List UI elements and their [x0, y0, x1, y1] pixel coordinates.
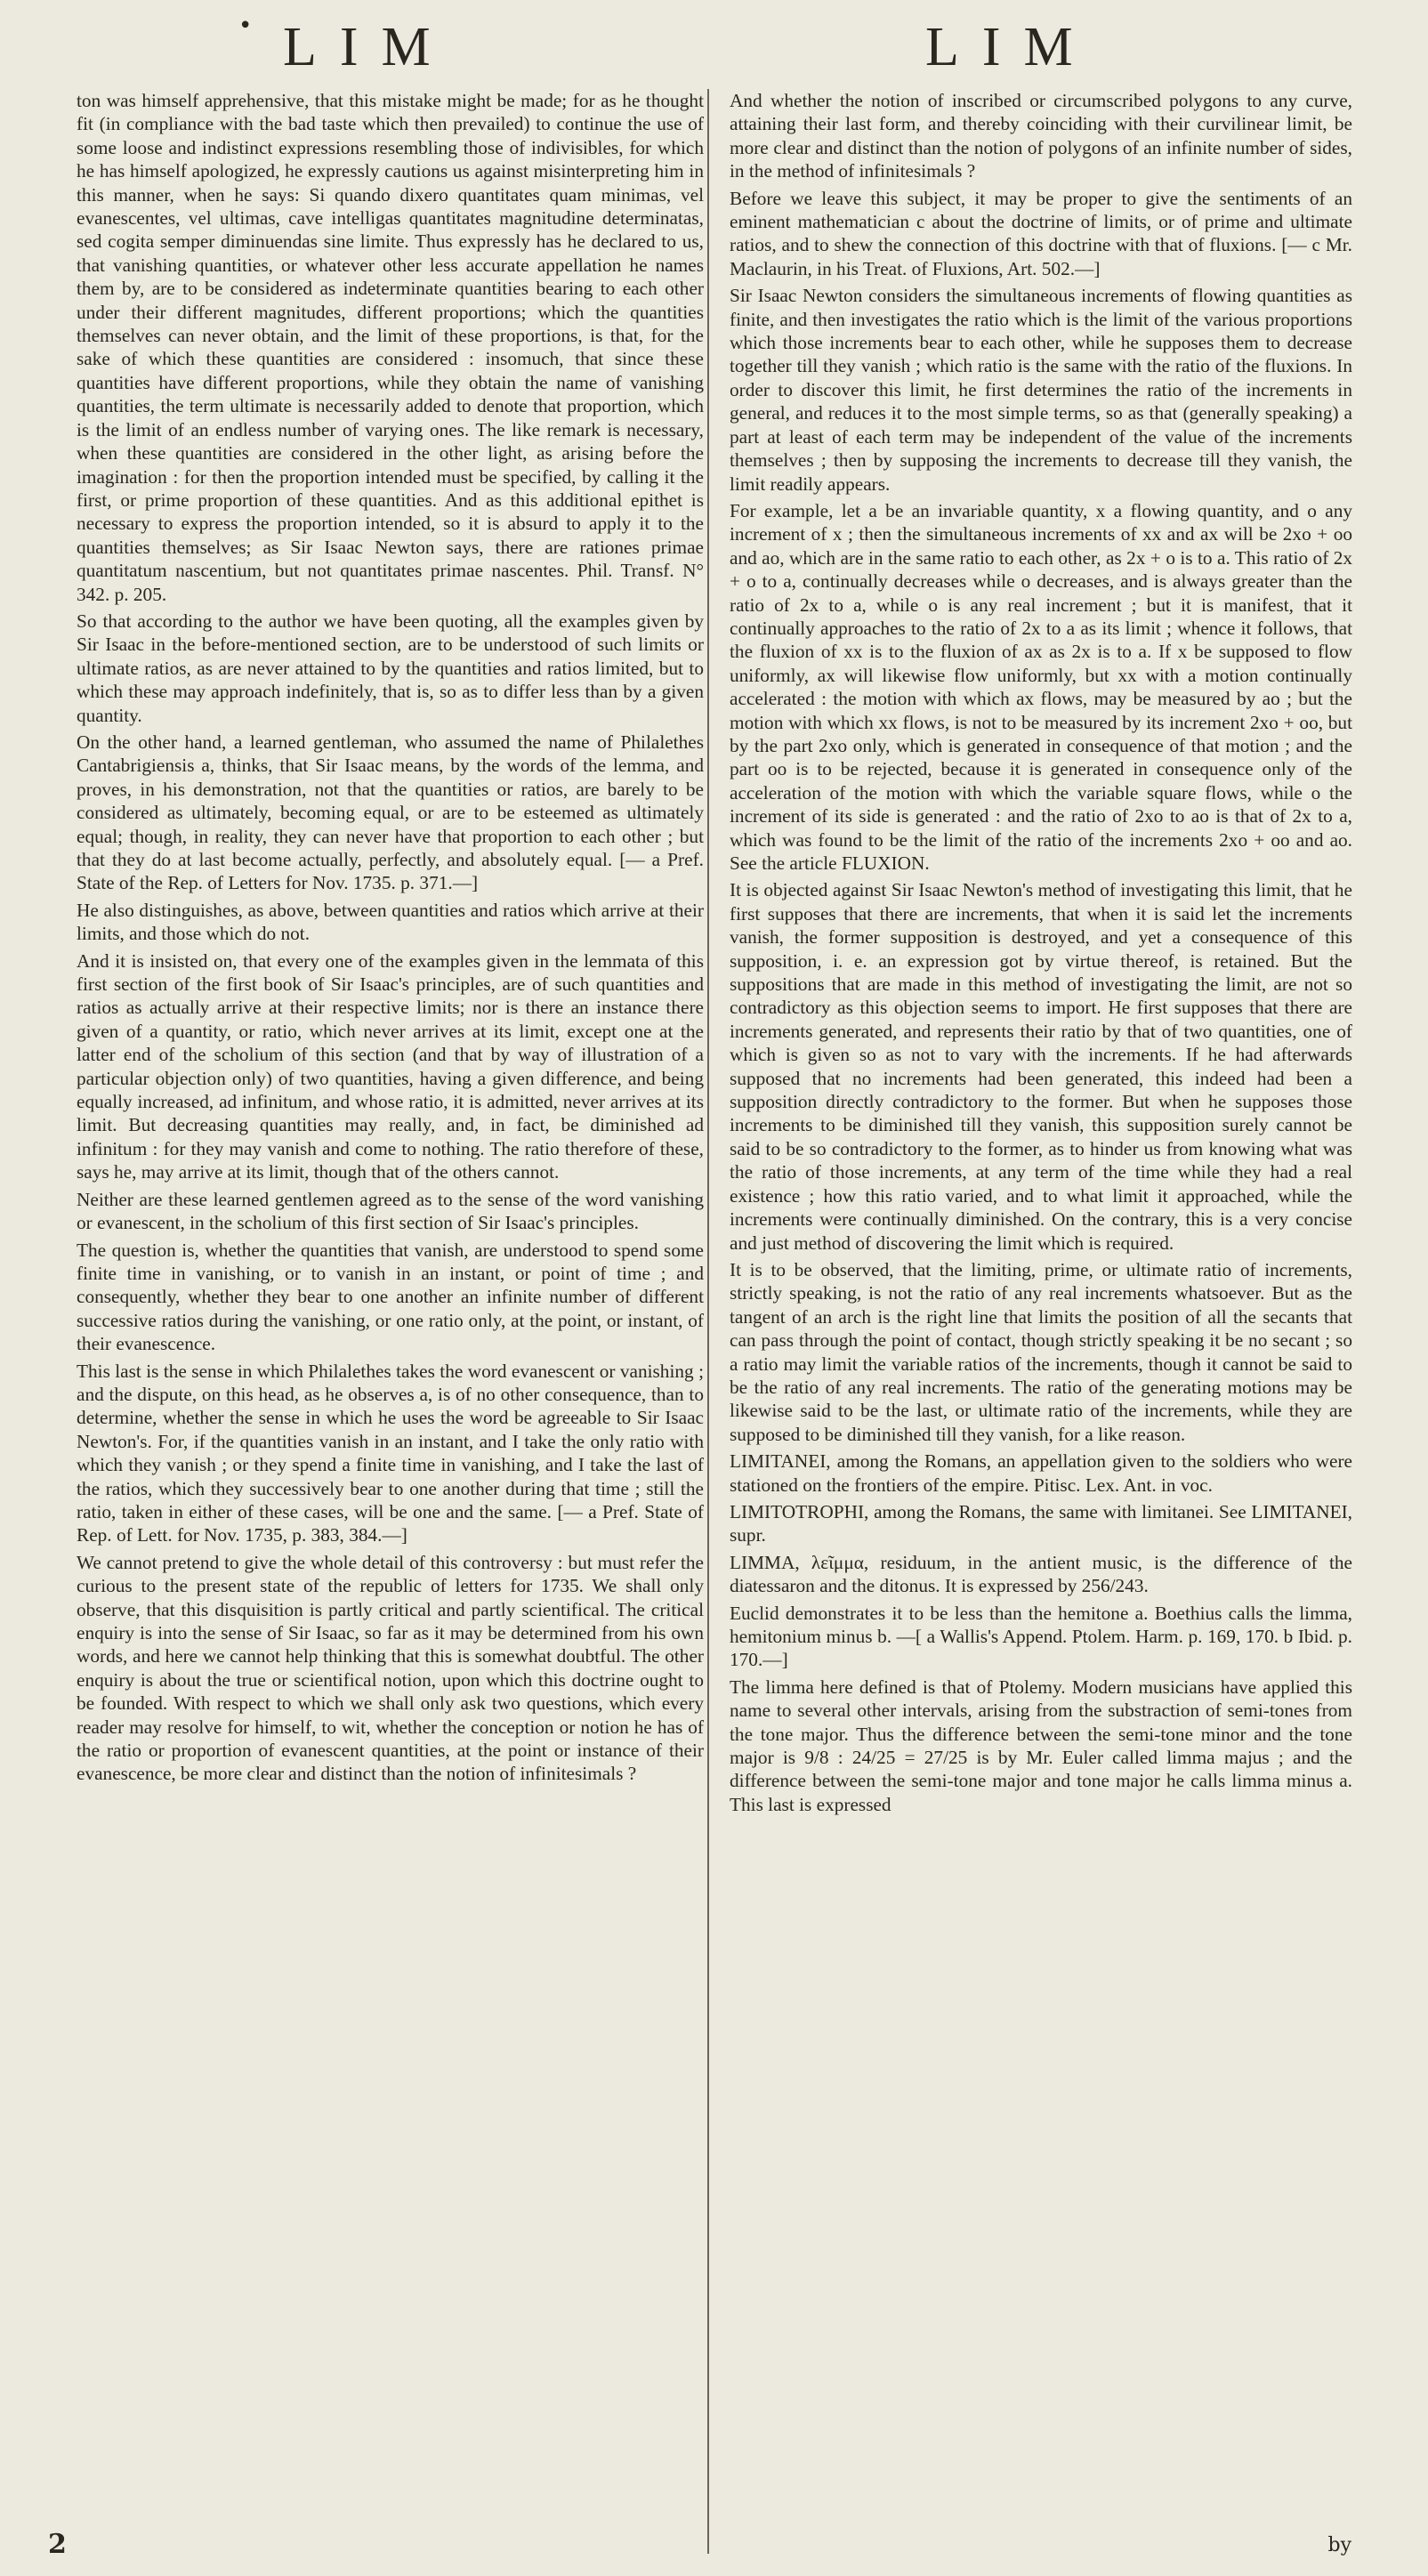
paragraph: For example, let a be an invariable quantity, x a flowing quantity, and o any increment of x ; then the simultaneous increments of xx and ax will be 2xo + oo and ao, which are in the same ratio to each other, as 2x + o is to a. This ratio of 2x + o to a, continually decreases while o decreases, and is always greater than the ratio of 2x to a, while o is any real increment ; but it is manifest, that it continually approaches to the ratio of 2x to a as its limit ; whence it follows, that the fluxion of xx is to the fluxion of ax as 2x is to a. If x be supposed to flow uniformly, ax will likewise flow uniformly, but xx with a motion continually accelerated : the motion with which ax flows, may be measured by ao ; but the motion with which xx flows, is not to be measured by its increment 2xo + oo, but by the part 2xo only, which is generated in consequence of that motion ; and the part oo is to be rejected, because it is generated in consequence only of the acceleration of the motion with which the variable square flows, while o the increment of its side is generated : and the ratio of 2xo to ao is that of 2x to a, which was found to be the limit of the ratio of the increments 2xo + oo and ao. See the article FLUXION. — [730, 499, 1352, 874]
paragraph: On the other hand, a learned gentleman, who assumed the name of Philalethes Cantabrigiensis a, thinks, that Sir Isaac means, by the words of the lemma, and proves, in his demonstration, not that the quantities or ratios, are barely to be considered as ultimately, becoming equal, or are to be esteemed as ultimately equal; though, in reality, they can never have that proportion to each other ; but that they do at last become actually, perfectly, and absolutely equal. [— a Pref. State of the Rep. of Letters for Nov. 1735. p. 371.—] — [77, 731, 704, 894]
paragraph: This last is the sense in which Philalethes takes the word evanescent or vanishing ; and the dispute, on this head, as he observes a, is of no other consequence, than to determine, whether the sense in which he uses the word be agreeable to Sir Isaac Newton's. For, if the quantities vanish in an instant, and I take the only ratio with which they vanish ; or they spend a finite time in vanishing, and I take the last of the ratios, which they successively bear to one another during that time ; still the ratio, taken in either of these cases, will be one and the same. [— a Pref. State of Rep. of Lett. for Nov. 1735, p. 383, 384.—] — [77, 1360, 704, 1546]
paragraph: It is to be observed, that the limiting, prime, or ultimate ratio of increments, strictly speaking, is not the ratio of any real increments whatsoever. But as the tangent of an arch is the right line that limits the position of all the secants that can pass through the point of contact, though strictly speaking it be no secant ; so a ratio may limit the variable ratios of the increments, though it cannot be said to be the ratio of any real increments. The ratio of the generating motions may be likewise said to be the last, or ultimate ratio of the increments, while they are supposed to be diminished till they vanish, for a like reason. — [730, 1258, 1352, 1445]
running-head-left: LIM — [283, 17, 454, 77]
running-head-right: LIM — [925, 17, 1096, 77]
paragraph: And whether the notion of inscribed or circumscribed polygons to any curve, attaining their last form, and thereby coinciding with their curvilinear limit, be more clear and distinct than the notion of polygons of an infinite number of sides, in the method of infinitesimals ? — [730, 90, 1352, 182]
entry-limma: LIMMA, λεῖμμα, residuum, in the antient music, is the difference of the diatessaron and the ditonus. It is expressed by 256/243. — [730, 1551, 1352, 1597]
right-column — [730, 89, 1352, 1820]
entry-limitanei: LIMITANEI, among the Romans, an appellation given to the soldiers who were stationed on the frontiers of the empire. Pitisc. Lex. Ant. in voc. — [730, 1450, 1352, 1496]
paragraph: Euclid demonstrates it to be less than the hemitone a. Boethius calls the limma, hemitonium minus b. —[ a Wallis's Append. Ptolem. Harm. p. 169, 170. b Ibid. p. 170.—] — [730, 1602, 1352, 1671]
catchword: by — [1327, 2534, 1351, 2556]
paragraph: And it is insisted on, that every one of the examples given in the lemmata of this first section of the first book of Sir Isaac's principles, are of such quantities and ratios as actually arrive at their respective limits; nor is there an instance there given of a quantity, or ratio, which never arrives at its limit, except one at the latter end of the scholium of this section (and that by way of illustration of a particular objection only) of two quantities, having a given difference, and being equally increased, ad infinitum, and whose ratio, it is admitted, never arrives at its limit. But decreasing quantities may really, and, in fact, be diminished ad infinitum : for they may vanish and come to nothing. The ratio therefore of these, says he, may arrive at its limit, though that of the others cannot. — [77, 949, 704, 1183]
paragraph: He also distinguishes, as above, between quantities and ratios which arrive at their limits, and those which do not. — [77, 899, 704, 945]
paragraph: The question is, whether the quantities that vanish, are understood to spend some finite time in vanishing, or to vanish in an instant, or point of time ; and consequently, whether they bear to one another an infinite number of different successive ratios during the vanishing, or one ratio only, at the point, or instant, of their evanescence. — [77, 1239, 704, 1355]
folio-number: 2 — [48, 2529, 67, 2560]
paragraph: Sir Isaac Newton considers the simultaneous increments of flowing quantities as finite, and then investigates the ratio which is the limit of the various proportions which those increments bear to each other, while he supposes them to decrease together till they vanish ; which ratio is the same with the ratio of the fluxions. In order to discover this limit, he first determines the ratio of the increments in general, and reduces it to the most simple terms, so as that (generally speaking) a part at least of each term may be independent of the value of the increments themselves ; then by supposing the increments to decrease till they vanish, the limit readily appears. — [730, 285, 1352, 495]
decorative-dot: • — [238, 12, 253, 39]
paragraph: We cannot pretend to give the whole detail of this controversy : but must refer the curious to the present state of the republic of letters for 1735. We shall only observe, that this disquisition is partly critical and partly scientifical. The critical enquiry is into the sense of Sir Isaac, so far as it may be determined from his own words, and here we cannot help thinking that this is somewhat doubtful. The other enquiry is about the true or scientifical notion, upon which this doctrine ought to be founded. With respect to which we shall only ask two questions, which every reader may resolve for himself, to wit, whether the conception or notion he has of the ratio or proportion of evanescent quantities, at the point or instance of their evanescence, be more clear and distinct than the notion of infinitesimals ? — [77, 1551, 704, 1785]
paragraph: ton was himself apprehensive, that this mistake might be made; for as he thought fit (in compliance with the bad taste which then prevailed) to continue the use of some loose and indistinct expressions resembling those of indivisibles, for which he has himself apologized, he expressly cautions us against misinterpreting him in this manner, when he says: Si quando dixero quantitates quam minimas, vel evanescentes, vel ultimas, cave intelligas quantitates magnitudine determinatas, sed cogita semper diminuendas sine limite. Thus expressly has he declared to us, that vanishing quantities, or whatever other less accurate appellation he names them by, are to be considered as indeterminate quantities bearing to each other under their different magnitudes, different proportions; which the quantities themselves can never obtain, and the limit of these proportions, is that, for the sake of which these quantities are considered : insomuch, that since these quantities have different proportions, while they obtain the name of vanishing quantities, the term ultimate is necessarily added to denote that proportion, which is the limit of an endless number of varying ones. The like remark is necessary, when these quantities are considered in the other light, as arising before the imagination : for then the proportion intended must be specified, by calling it the first, or prime proportion of these quantities. And as this additional epithet is necessary to express the proportion intended, so it is absurd to apply it to the quantities themselves; as Sir Isaac Newton says, there are rationes primae quantitatum nascentium, but not quantitates primae nascentes. Phil. Transf. N° 342. p. 205. — [77, 90, 704, 605]
paragraph: So that according to the author we have been quoting, all the examples given by Sir Isaac in the before-mentioned section, are to be understood of such limits or ultimate ratios, as are never attained to by the quantities and ratios limited, but to which these may approach indefinitely, that is, so as to differ less than by a given quantity. — [77, 610, 704, 726]
left-column — [77, 89, 704, 1789]
paragraph: It is objected against Sir Isaac Newton's method of investigating this limit, that he first supposes that there are increments, that when it is said let the increments vanish, the former supposition is destroyed, and yet a consequence of this supposition, i. e. an expression got by virtue thereof, is retained. But the suppositions that are made in this method of investigating the limit, are not so contradictory as this objection seems to import. He first supposes that there are increments generated, and represents their ratio by that of two quantities, one of which is given so as not to vary with the increments. If he had afterwards supposed that no increments had been generated, this indeed had been a supposition directly contradictory to the former. But when he supposes those increments to be diminished till they vanish, this supposition surely cannot be said to be so contradictory to the former, as to hinder us from knowing what was the ratio of those increments, at any term of the time while they had a real existence ; how this ratio varied, and to what limit it approached, while the increments were continually diminished. On the contrary, this is a very concise and just method of discovering the limit which is required. — [730, 879, 1352, 1254]
column-divider — [707, 89, 709, 2554]
entry-limitotrophi: LIMITOTROPHI, among the Romans, the same with limitanei. See LIMITANEI, supr. — [730, 1500, 1352, 1546]
paragraph: Neither are these learned gentlemen agreed as to the sense of the word vanishing or evanescent, in the scholium of this first section of Sir Isaac's principles. — [77, 1188, 704, 1234]
paragraph: The limma here defined is that of Ptolemy. Modern musicians have applied this name to several other intervals, arising from the substraction of semi-tones from the tone major. Thus the difference between the semi-tone minor and the tone major is 9/8 : 24/25 = 27/25 is by Mr. Euler called limma majus ; and the difference between the semi-tone major and tone major he calls limma minus a. This last is expressed — [730, 1676, 1352, 1815]
paragraph: Before we leave this subject, it may be proper to give the sentiments of an eminent mathematician c about the doctrine of limits, or of prime and ultimate ratios, and to shew the connection of this doctrine with that of fluxions. [— c Mr. Maclaurin, in his Treat. of Fluxions, Art. 502.—] — [730, 187, 1352, 279]
